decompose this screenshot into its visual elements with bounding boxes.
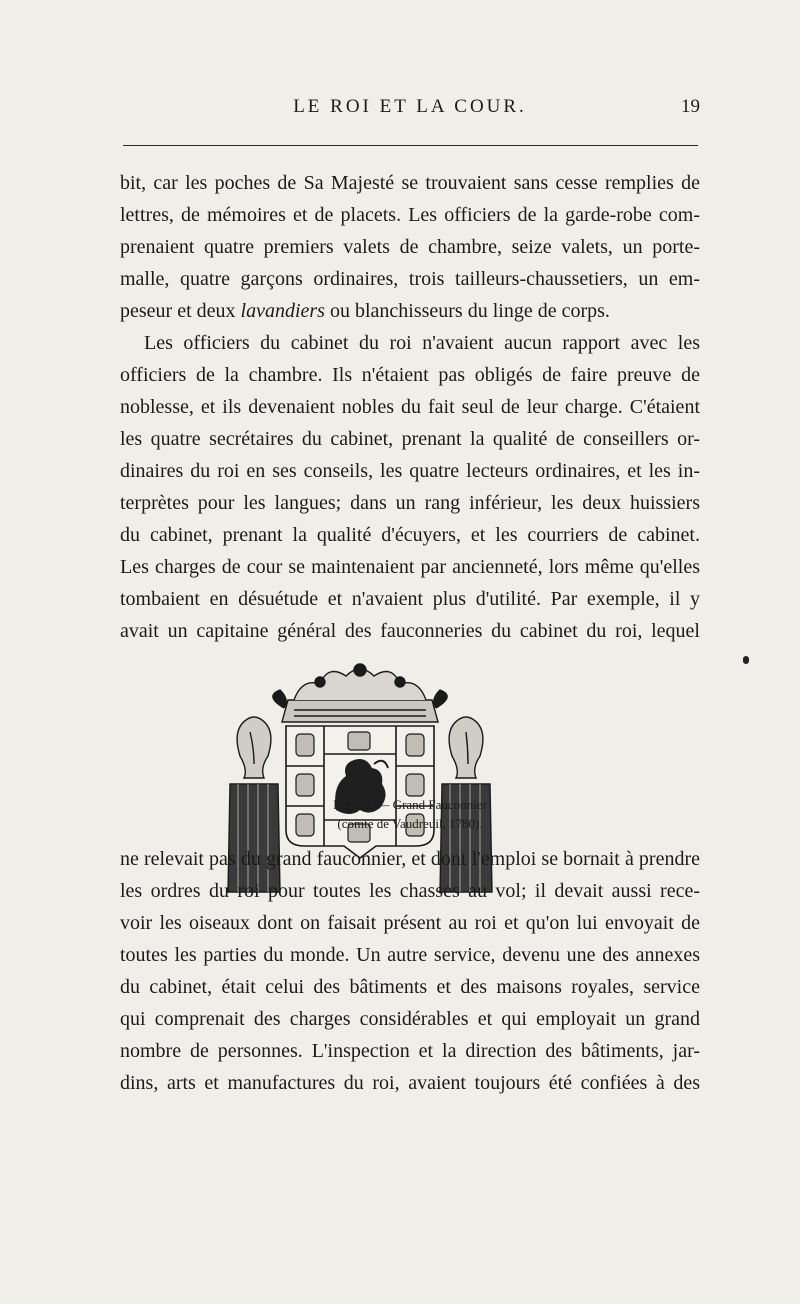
text-line: officiers de la chambre. Ils n'étaient pas obligés de faire preuve de <box>120 364 700 386</box>
text-line <box>120 295 700 327</box>
text-line: noblesse, et ils devenaient nobles du fait seul de leur charge. C'étaient <box>120 396 700 418</box>
text-run: peseur et deux <box>120 300 241 322</box>
text-line: Les officiers du cabinet du roi n'avaient aucun rapport avec les <box>144 332 700 354</box>
header-rule <box>123 145 698 146</box>
text-line: toutes les parties du monde. Un autre service, devenu une des annexes <box>120 944 700 966</box>
text-line: terprètes pour les langues; dans un rang inférieur, les deux huissiers <box>120 492 700 514</box>
text-line: nombre de personnes. L'inspection et la direction des bâtiments, jar- <box>120 1040 700 1062</box>
running-head-title: LE ROI ET LA COUR. <box>293 96 527 117</box>
text-line: du cabinet, prenant la qualité d'écuyers, et les courriers de cabinet. <box>120 524 700 546</box>
text-line: tombaient en désuétude et n'avaient plus d'utilité. Par exemple, il y <box>120 588 700 610</box>
text-line: lettres, de mémoires et de placets. Les officiers de la garde-robe com- <box>120 204 700 226</box>
text-line: Les charges de cour se maintenaient par ancienneté, lors même qu'elles <box>120 556 700 578</box>
text-line: prenaient quatre premiers valets de chambre, seize valets, un porte- <box>120 236 700 258</box>
text-line: ne relevait pas du grand fauconnier, et dont l'emploi se bornait à prendre <box>120 848 700 870</box>
text-line: dinaires du roi en ses conseils, les quatre lecteurs ordinaires, et les in- <box>120 460 700 482</box>
text-line: les quatre secrétaires du cabinet, prenant la qualité de conseillers or- <box>120 428 700 450</box>
text-run: ou blanchisseurs du linge de corps. <box>324 300 610 322</box>
italic-term: lavandiers <box>240 300 325 322</box>
running-head <box>120 96 700 120</box>
text-line: avait un capitaine général des fauconneries du cabinet du roi, lequel <box>120 620 700 642</box>
figure-caption: Fig. 10. — Grand Fauconnier <box>333 797 487 812</box>
text-line: du cabinet, était celui des bâtiments et des maisons royales, service <box>120 976 700 998</box>
text-line: dins, arts et manufactures du roi, avaient toujours été confiées à des <box>120 1072 700 1094</box>
paragraph-upper <box>120 167 700 647</box>
text-line: qui comprenait des charges considérables et qui employait un grand <box>120 1008 700 1030</box>
text-line: les ordres du roi pour toutes les chasses au vol; il devait aussi rece- <box>120 880 700 902</box>
crown-icon <box>273 664 447 722</box>
text-line: malle, quatre garçons ordinaires, trois tailleurs-chaussetiers, un em- <box>120 268 700 290</box>
figure-caption-subtitle: (comte de Vaudreuil, 1780). <box>337 816 483 831</box>
paragraph-lower <box>120 843 700 1099</box>
ink-mark <box>743 656 749 664</box>
text-line: voir les oiseaux dont on faisait présent au roi et qu'on lui envoyait de <box>120 912 700 934</box>
text-line: bit, car les poches de Sa Majesté se trouvaient sans cesse remplies de <box>120 172 700 194</box>
page-number: 19 <box>681 96 700 117</box>
